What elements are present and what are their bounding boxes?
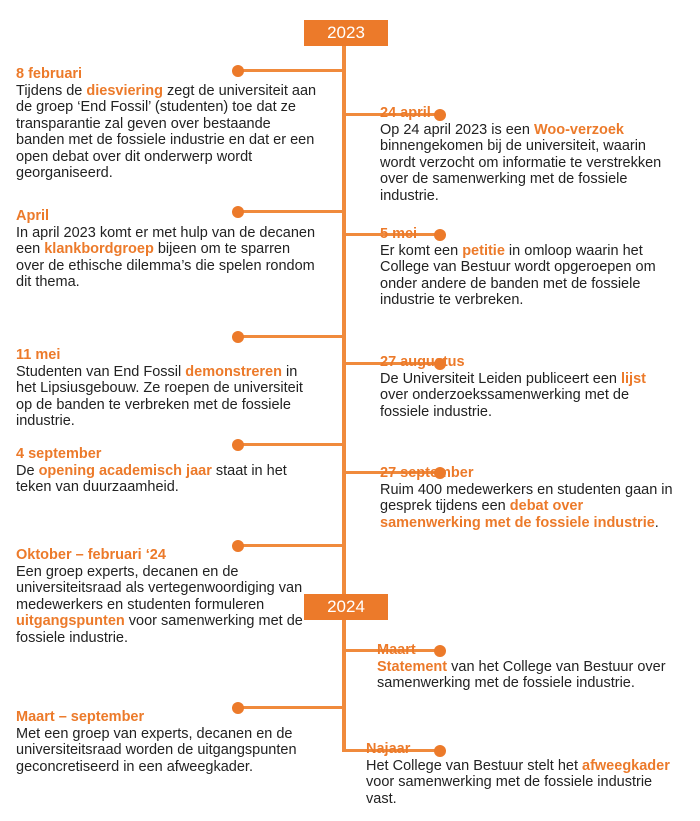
event-april <box>16 208 321 291</box>
event-11-mei <box>16 347 321 430</box>
timeline-dot <box>232 331 244 343</box>
event-text: Ruim 400 medewerkers en studenten gaan in gesprek tijdens een <box>380 481 673 514</box>
highlight-term: afweegkader <box>582 757 670 774</box>
event-text: voor samenwerking met de fossiele industrie. <box>16 613 303 646</box>
highlight-term: klankbordgroep <box>44 241 154 257</box>
event-27-augustus <box>380 354 676 420</box>
event-date: April <box>16 208 50 224</box>
event-description <box>366 758 670 807</box>
event-8-februari <box>16 66 321 182</box>
event-date: Oktober – februari ‘24 <box>16 547 166 563</box>
highlight-term: Woo-verzoek <box>533 121 624 138</box>
event-text: zegt de universiteit aan de groep ‘End Fossil’ (studenten) toe dat ze transparantie zal geven over bestaande banden met de fossiele industrie en dat er een open debat over dit onderwerp wordt georganiseerd. <box>16 82 317 181</box>
event-date: Najaar <box>366 741 411 757</box>
event-text: Studenten van End Fossil <box>16 363 186 380</box>
event-description <box>16 83 316 182</box>
event-najaar <box>366 741 676 807</box>
event-text: staat in het teken van duurzaamheid. <box>16 462 287 495</box>
event-text: Er komt een <box>380 242 463 259</box>
event-description <box>377 659 666 692</box>
event-date: 4 september <box>16 446 102 462</box>
highlight-term: debat over samenwerking met de fossiele industrie <box>380 498 655 531</box>
event-description <box>16 564 303 646</box>
year-label-2024: 2024 <box>304 594 388 620</box>
event-description <box>16 463 287 496</box>
highlight-term: opening academisch jaar <box>38 462 212 479</box>
event-maart-september <box>16 709 321 775</box>
highlight-term: Statement <box>377 658 448 675</box>
highlight-term: demonstreren <box>185 363 282 380</box>
event-description <box>380 243 656 309</box>
event-text: van het College van Bestuur over samenwerking met de fossiele industrie. <box>377 658 666 691</box>
event-description <box>16 726 297 775</box>
event-text: bijeen om te sparren over de ethische dilemma’s die spelen rondom dit thema. <box>16 241 315 290</box>
event-text: binnengekomen bij de universiteit, waarin wordt verzocht om informatie te verstrekken over de samenwerking met de fossiele industrie. <box>380 138 662 204</box>
highlight-term: petitie <box>462 242 505 259</box>
event-4-september <box>16 446 321 496</box>
event-description <box>380 371 646 420</box>
event-text: Op 24 april 2023 is een <box>380 121 534 138</box>
event-description <box>380 122 661 204</box>
event-date: Maart <box>377 642 416 658</box>
year-label-2023: 2023 <box>304 20 388 46</box>
highlight-term: diesviering <box>86 82 163 99</box>
event-text: Tijdens de <box>16 82 87 99</box>
event-description <box>16 225 315 291</box>
event-date: 27 september <box>380 465 474 481</box>
event-text: Het College van Bestuur stelt het <box>366 757 583 774</box>
event-description <box>16 364 303 430</box>
event-text: Met een groep van experts, decanen en de universiteitsraad worden de uitgangspunten geconcretiseerd in een afweegkader. <box>16 725 297 775</box>
event-5-mei <box>380 226 676 309</box>
event-text: over onderzoekssamenwerking met de fossiele industrie. <box>380 387 630 420</box>
connector-line <box>240 335 344 338</box>
event-description <box>380 482 673 531</box>
event-text: voor samenwerking met de fossiele industrie vast. <box>366 774 653 807</box>
highlight-term: lijst <box>621 370 646 387</box>
event-text: in omloop waarin het College van Bestuur wordt opgeroepen om onder andere de banden met de fossiele industrie te verbreken. <box>380 242 656 308</box>
event-date: 8 februari <box>16 66 83 82</box>
event-24-april <box>380 105 676 204</box>
timeline-spine <box>342 22 346 752</box>
event-text: De Universiteit Leiden publiceert een <box>380 370 621 387</box>
event-text: In april 2023 komt er met hulp van de decanen een <box>16 224 316 257</box>
event-date: 24 april <box>380 105 431 121</box>
event-date: 5 mei <box>380 226 418 242</box>
event-date: Maart – september <box>16 709 145 725</box>
event-text: De <box>16 462 39 479</box>
highlight-term: uitgangspunten <box>16 613 125 629</box>
event-date: 11 mei <box>16 347 61 363</box>
event-text: . <box>654 514 659 531</box>
event-text: Een groep experts, decanen en de universiteitsraad als vertegenwoordiging van medewerkers en studenten formuleren <box>16 563 303 613</box>
event-maart <box>377 642 676 692</box>
event-27-september <box>380 465 676 531</box>
event-oktober-februari-24 <box>16 547 321 646</box>
event-date: 27 augustus <box>380 354 465 370</box>
event-text: in het Lipsiusgebouw. Ze roepen de universiteit op de banden te verbreken met de fossiele industrie. <box>16 363 303 429</box>
